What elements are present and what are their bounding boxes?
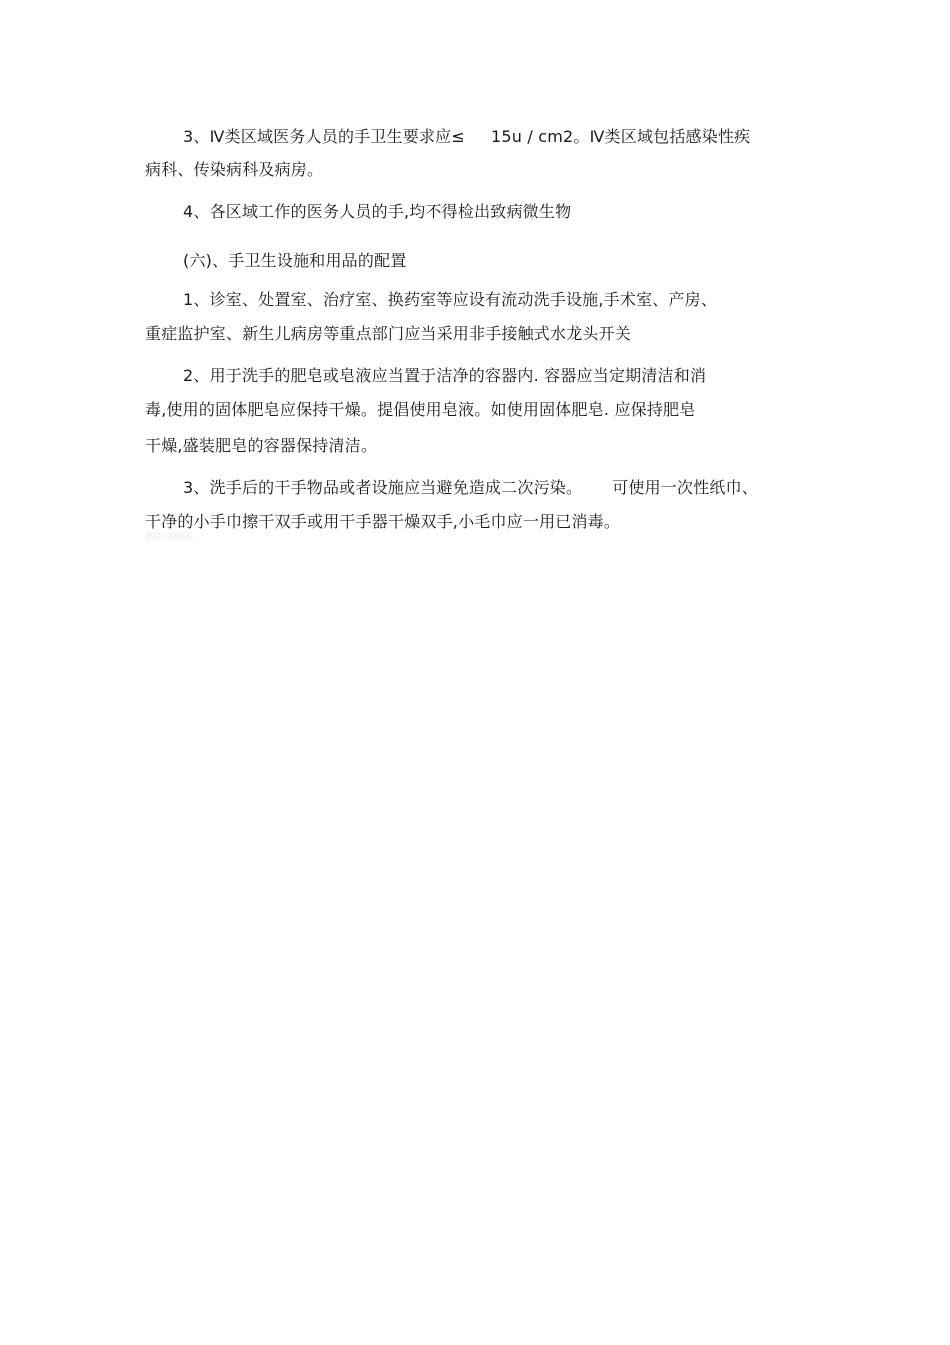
paragraph-1-line-1	[183, 125, 750, 149]
paragraph-4-line-3: 干燥,盛装肥皂的容器保持清洁。	[145, 436, 378, 455]
paragraph-1-line-2: 病科、传染病科及病房。	[145, 160, 324, 179]
paragraph-2-line-1: 4、各区域工作的医务人员的手,均不得检出致病微生物	[183, 202, 572, 221]
paragraph-5-text-a: 3、洗手后的干手物品或者设施应当避免造成二次污染。	[183, 478, 583, 497]
paragraph-5-line-2: 干净的小手巾擦干双手或用干手器干燥双手,小毛巾应一用已消毒。	[145, 512, 621, 531]
faint-watermark-text: 欢迎下载精品	[145, 532, 193, 541]
paragraph-4-line-1: 2、用于洗手的肥皂或皂液应当置于洁净的容器内. 容器应当定期清洁和消	[183, 366, 707, 385]
paragraph-3-line-2: 重症监护室、新生儿病房等重点部门应当采用非手接触式水龙头开关	[145, 324, 632, 343]
paragraph-5-text-b: 可使用一次性纸巾、	[612, 478, 758, 497]
section-heading: (六)、手卫生设施和用品的配置	[183, 251, 407, 270]
paragraph-4-line-2: 毒,使用的固体肥皂应保持干燥。提倡使用皂液。如使用固体肥皂. 应保持肥皂	[145, 400, 696, 419]
paragraph-1-text-a: 3、Ⅳ类区域医务人员的手卫生要求应≤	[183, 127, 465, 146]
paragraph-1-text-b: 15u / cm2。Ⅳ类区域包括感染性疾	[490, 127, 751, 146]
paragraph-3-line-1: 1、诊室、处置室、治疗室、换药室等应设有流动洗手设施,手术室、产房、	[183, 290, 718, 309]
paragraph-5-line-1	[183, 476, 758, 500]
